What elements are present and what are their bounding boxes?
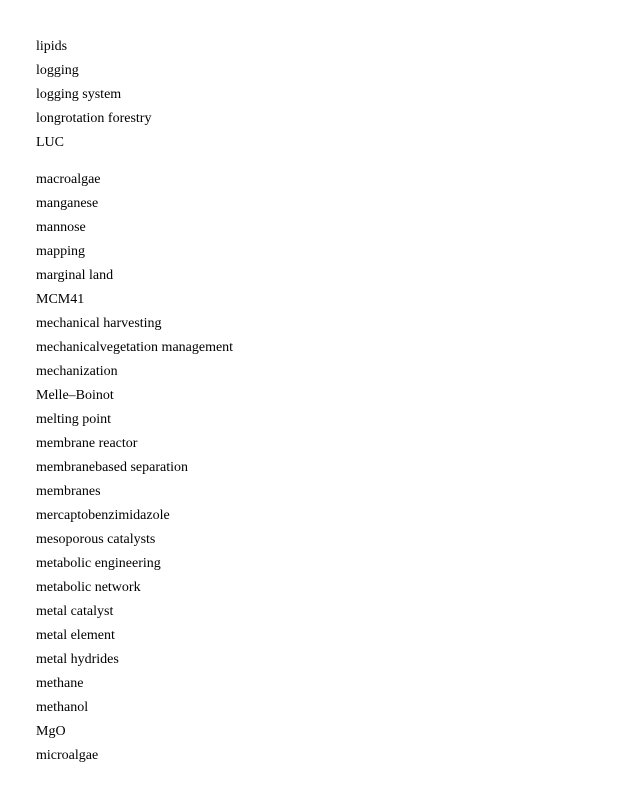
index-entry: metal element [36, 628, 115, 643]
index-entry: LUC [36, 135, 64, 150]
index-entry: membranebased separation [36, 460, 188, 475]
index-entry: mapping [36, 244, 85, 259]
index-entry: membranes [36, 484, 101, 499]
index-entry: metabolic network [36, 580, 141, 595]
index-entry: methanol [36, 700, 89, 715]
index-entry: microalgae [36, 748, 99, 763]
index-entry: mesoporous catalysts [36, 532, 156, 547]
index-entry: mechanicalvegetation management [36, 340, 234, 355]
index-entry: methane [36, 676, 84, 691]
index-entry: mannose [36, 220, 86, 235]
index-entry: mechanization [36, 364, 118, 379]
index-entry: longrotation forestry [36, 111, 152, 126]
index-entry: MgO [36, 724, 66, 739]
index-entry: lipids [36, 39, 68, 54]
index-page [36, 35, 596, 768]
index-entry: metabolic engineering [36, 556, 161, 571]
index-entry: macroalgae [36, 172, 101, 187]
index-entry: MCM41 [36, 292, 85, 307]
index-entry: mercaptobenzimidazole [36, 508, 170, 523]
index-entry: Melle–Boinot [36, 388, 114, 403]
index-entry: logging system [36, 87, 122, 102]
index-group-l [36, 35, 596, 155]
index-entry: logging [36, 63, 79, 78]
index-entry: manganese [36, 196, 99, 211]
index-entry: metal catalyst [36, 604, 114, 619]
index-entry: mechanical harvesting [36, 316, 162, 331]
index-entry: membrane reactor [36, 436, 138, 451]
index-entry: metal hydrides [36, 652, 119, 667]
index-group-m [36, 168, 596, 768]
index-entry: marginal land [36, 268, 114, 283]
index-entry: melting point [36, 412, 112, 427]
